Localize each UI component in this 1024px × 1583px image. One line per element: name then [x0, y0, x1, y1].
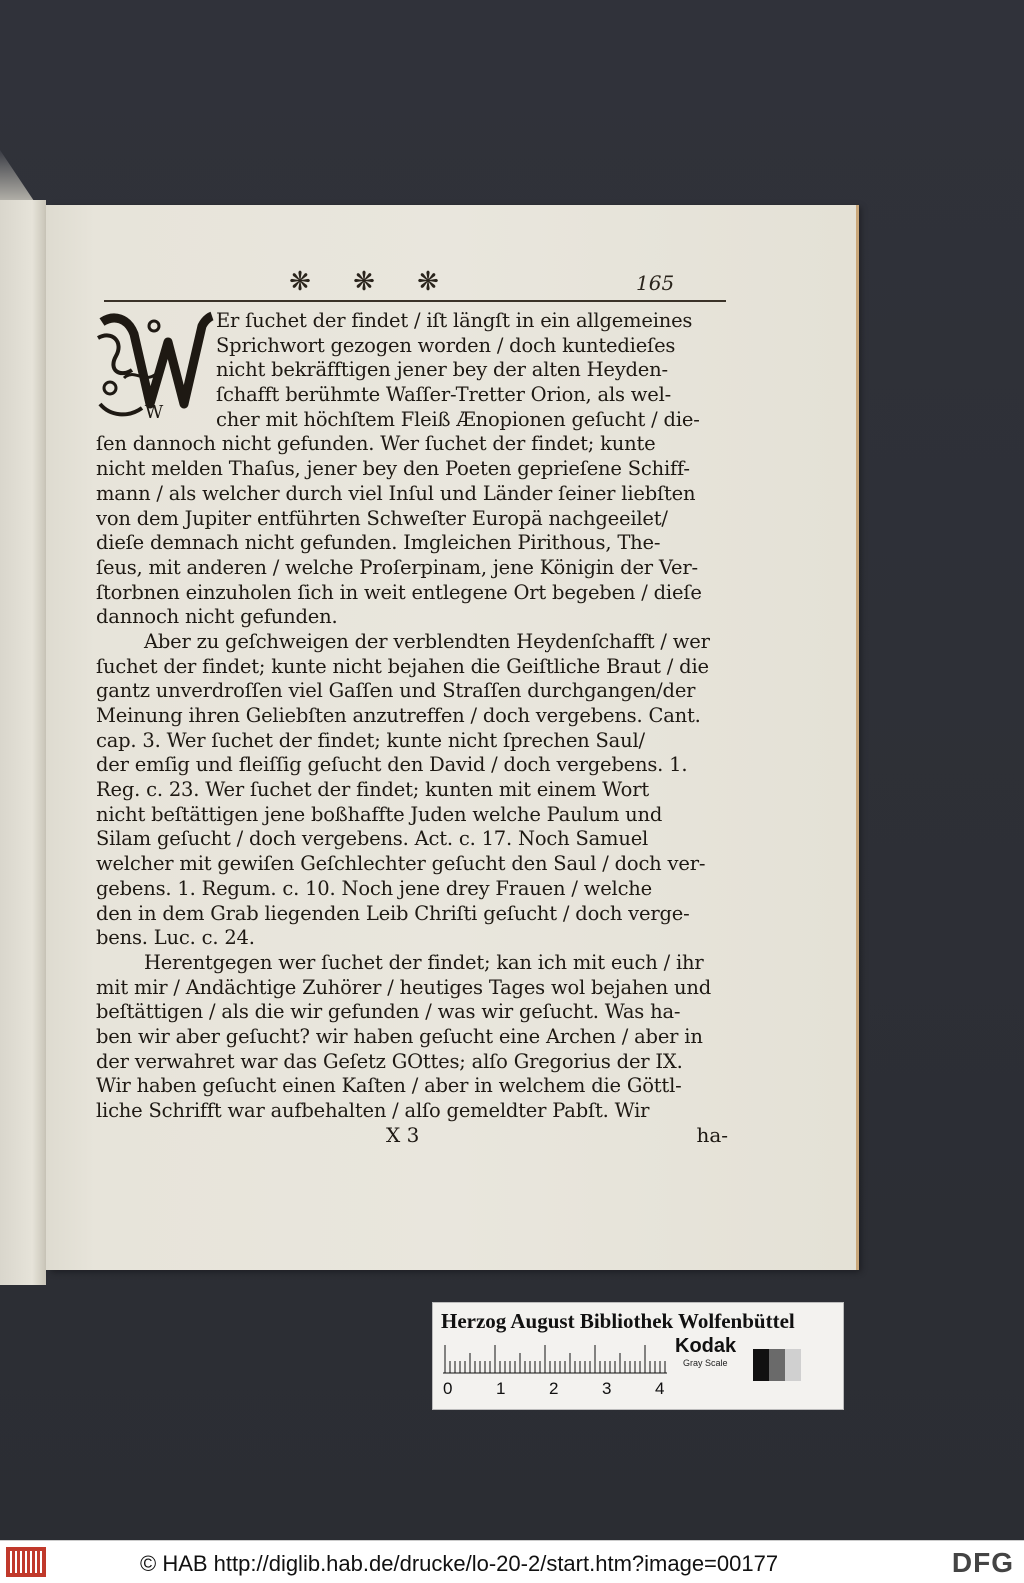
text-line: Er ſuchet der findet / iſt längſt in ein allgemeines — [216, 309, 693, 332]
initial-letter: W — [144, 402, 164, 423]
text-line: Silam geſucht / doch vergebens. Act. c. 17. Noch Samuel — [96, 827, 649, 851]
header-ornament — [268, 267, 460, 297]
page-number: 165 — [636, 271, 675, 295]
text-line: Sprichwort gezogen worden / doch kuntedieſes — [216, 333, 676, 357]
ornament-flower-icon: ❋ — [417, 267, 439, 297]
ruler-number: 3 — [602, 1379, 612, 1398]
text-line: liche Schrifft war aufbehalten / alſo gemeldter Pabſt. Wir — [96, 1099, 650, 1122]
text-line: der verwahret war das Geſetz GOttes; alſo Gregorius der IX. — [96, 1049, 683, 1073]
text-line: der emſig und fleiſſig geſucht den David / doch vergebens. 1. — [96, 753, 688, 777]
page-footer-line — [96, 1123, 728, 1151]
text-line: Meinung ihren Geliebſten anzutreffen / doch vergebens. Cant. — [96, 704, 701, 727]
text-line: cher mit höchſtem Fleiß Ænopionen geſucht / die- — [216, 407, 700, 431]
text-line: ſeus, mit anderen / welche Proſerpinam, jene Königin der Ver- — [96, 555, 698, 579]
text-line: gantz unverdroſſen viel Gaſſen und Straſſen durchgangen/der — [96, 679, 696, 703]
text-line: welcher mit gewiſen Geſchlechter geſucht den Saul / doch ver- — [96, 852, 706, 876]
library-name: Herzog August Bibliothek Wolfenbüttel — [441, 1309, 795, 1333]
text-line: gebens. 1. Regum. c. 10. Noch jene drey Frauen / welche — [96, 876, 653, 900]
text-line: bens. Luc. c. 24. — [96, 926, 255, 950]
ornament-flower-icon: ❋ — [289, 267, 311, 297]
ruler-number: 1 — [496, 1379, 506, 1398]
text-line: von dem Jupiter entführten Schweſter Europä nachgeeilet/ — [96, 506, 668, 530]
gray-scale-label: Gray Scale — [683, 1358, 728, 1368]
hab-logo-icon — [6, 1547, 46, 1577]
ruler-number: 4 — [655, 1379, 665, 1398]
text-line: ſchafft berühmte Waſſer-Tretter Orion, als wel- — [216, 383, 672, 407]
footer-bar — [0, 1540, 1024, 1583]
text-line: ſtorbnen einzuholen ſich in weit entlegene Ort begeben / dieſe — [96, 580, 702, 604]
ruler-number: 0 — [443, 1379, 453, 1398]
text-line: nicht melden Thaſus, jener bey den Poeten geprieſene Schiff- — [96, 457, 690, 481]
text-line: ben wir aber geſucht? wir haben geſucht eine Archen / aber in — [96, 1024, 703, 1048]
light-gray-swatch — [785, 1349, 801, 1381]
text-line: cap. 3. Wer ſuchet der findet; kunte nicht ſprechen Saul/ — [96, 728, 645, 752]
previous-page-edge — [0, 200, 46, 1285]
color-scale-card — [432, 1302, 844, 1410]
text-line: Aber zu geſchweigen der verblendten Heydenſchafft / wer — [144, 629, 710, 653]
text-line: nicht beſtättigen jene boßhaffte Juden welche Paulum und — [96, 802, 663, 826]
text-line: dieſe demnach nicht gefunden. Imgleichen Pirithous, The- — [96, 531, 661, 555]
copyright-link[interactable]: © HAB http://diglib.hab.de/drucke/lo-20-2/start.htm?image=00177 — [140, 1551, 779, 1576]
header-rule — [104, 300, 726, 302]
gray-swatch — [769, 1349, 785, 1381]
book-page — [46, 205, 856, 1270]
text-line: mit mir / Andächtige Zuhörer / heutiges Tages wol bejahen und — [96, 975, 711, 999]
ornament-flower-icon: ❋ — [353, 267, 375, 297]
ruler-number: 2 — [549, 1379, 559, 1398]
text-line: beſtättigen / als die wir gefunden / was wir geſucht. Was ha- — [96, 1000, 681, 1024]
text-line: den in dem Grab liegenden Leib Chriſti geſucht / doch verge- — [96, 901, 690, 925]
kodak-brand: Kodak — [675, 1335, 737, 1357]
ruler-numbers — [443, 1379, 683, 1401]
black-swatch — [753, 1349, 769, 1381]
dfg-logo: DFG — [951, 1547, 1014, 1578]
body-text — [96, 309, 728, 1124]
text-line: ſen dannoch nicht gefunden. Wer ſuchet der findet; kunte — [96, 432, 656, 456]
text-line: mann / als welcher durch viel Inſul und Länder ſeiner liebſten — [96, 481, 696, 505]
text-line: dannoch nicht gefunden. — [96, 605, 338, 629]
text-line: Herentgegen wer ſuchet der findet; kan ich mit euch / ihr — [144, 950, 704, 974]
text-line: Wir haben geſucht einen Kaſten / aber in welchem die Göttl- — [96, 1074, 682, 1098]
text-line: ſuchet der findet; kunte nicht bejahen die Geiſtliche Braut / die — [96, 654, 709, 678]
signature-mark: X 3 — [386, 1123, 420, 1147]
text-line: Reg. c. 23. Wer ſuchet der findet; kunten mit einem Wort — [96, 778, 649, 802]
text-line: nicht bekräfftigen jener bey der alten Heyden- — [216, 358, 668, 382]
ruler-icon — [443, 1339, 673, 1375]
catchword: ha- — [696, 1123, 728, 1147]
